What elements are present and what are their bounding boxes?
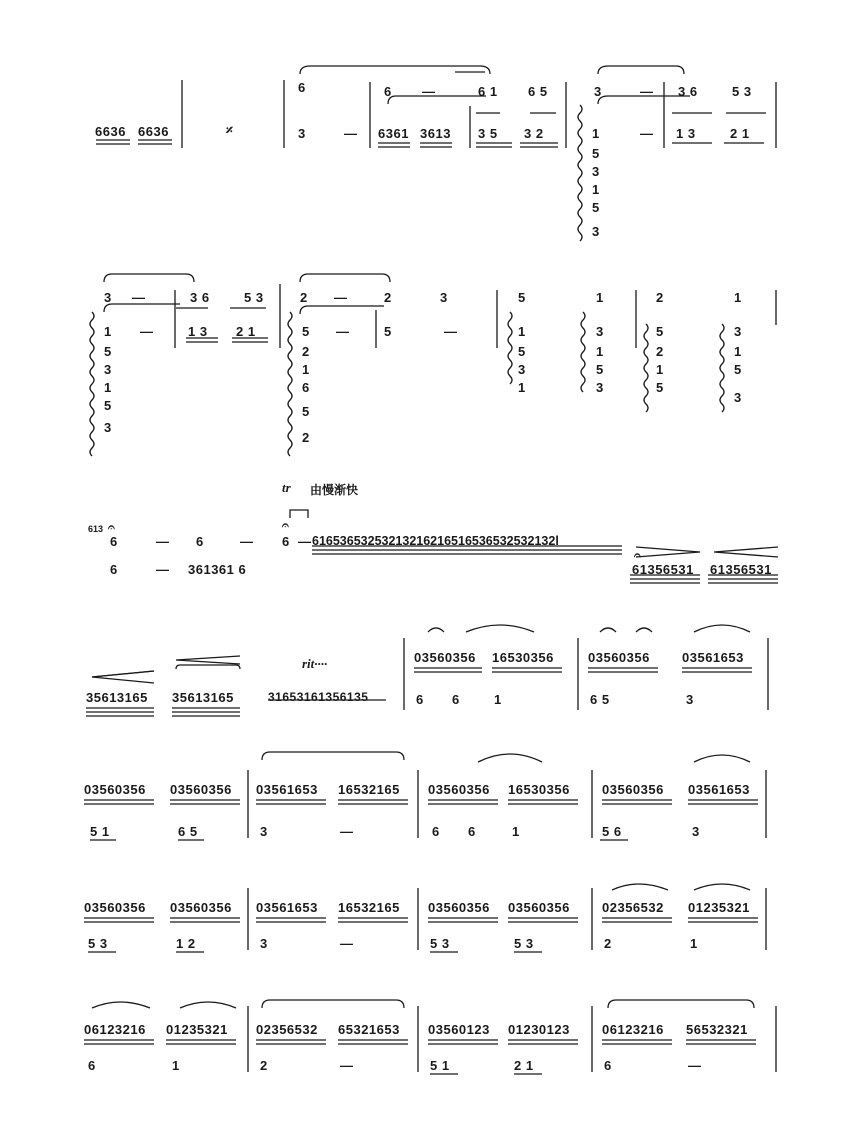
- r2-chord-c4-1: 1: [734, 344, 742, 359]
- r6-group-6: 03560356: [508, 900, 570, 915]
- r2-chord-b-4: 5: [302, 404, 310, 419]
- r2-lower-2: —: [140, 324, 154, 339]
- repeat-sign: 𝄎: [226, 122, 233, 138]
- r3-upper-5: 6: [282, 534, 290, 549]
- r7-bass-8: —: [688, 1058, 702, 1073]
- r2-lower-11: 5: [656, 324, 664, 339]
- r4-group-6: 03560356: [588, 650, 650, 665]
- r4-group-1: 35613165: [86, 690, 148, 705]
- r2-chord-c4-2: 5: [734, 362, 742, 377]
- r7-group-6: 01230123: [508, 1022, 570, 1037]
- r2-lower-5: 5: [302, 324, 310, 339]
- r1-upper-4: 6 1: [478, 84, 498, 99]
- r1-chord-5: 3: [592, 224, 600, 239]
- r1-upper-9: 5 3: [732, 84, 752, 99]
- r6-group-4: 16532165: [338, 900, 400, 915]
- r6-group-2: 03560356: [170, 900, 232, 915]
- r6-group-8: 01235321: [688, 900, 750, 915]
- r6-group-5: 03560356: [428, 900, 490, 915]
- r3-upper-3: 6: [196, 534, 204, 549]
- r2-upper-3: 3 6: [190, 290, 210, 305]
- r4-group-4: 03560356: [414, 650, 476, 665]
- r7-group-2: 01235321: [166, 1022, 228, 1037]
- r2-upper-6: —: [334, 290, 348, 305]
- r1-upper-8: 3 6: [678, 84, 698, 99]
- r2-chord-b-2: 1: [302, 362, 310, 377]
- r2-lower-6: —: [336, 324, 350, 339]
- r2-chord-c2-3: 3: [596, 380, 604, 395]
- r5-group-3: 03561653: [256, 782, 318, 797]
- r2-chord-c4-3: 3: [734, 390, 742, 405]
- r5-group-7: 03560356: [602, 782, 664, 797]
- r1-upper-3: —: [422, 84, 436, 99]
- r2-chord-c2-1: 1: [596, 344, 604, 359]
- r2-chord-b-3: 6: [302, 380, 310, 395]
- r1-lower-10: 2 1: [730, 126, 750, 141]
- r4-group-3: 31653161356135: [268, 690, 369, 704]
- r1-lower-8: —: [640, 126, 654, 141]
- r3-upper-1: 6: [110, 534, 118, 549]
- r5-group-2: 03560356: [170, 782, 232, 797]
- r5-group-6: 16530356: [508, 782, 570, 797]
- r4-group-7: 03561653: [682, 650, 744, 665]
- r1-lower-6: 3 2: [524, 126, 544, 141]
- fast-run: 61653653253213216216516536532532132l: [312, 534, 559, 548]
- r5-bass-1: 5 1: [90, 824, 110, 839]
- rit-marking: rit····: [302, 656, 328, 671]
- r6-bass-3: 3: [260, 936, 268, 951]
- r1-lower-7: 1: [592, 126, 600, 141]
- r2-upper-2: —: [132, 290, 146, 305]
- r3-lower-a: 6: [110, 562, 118, 577]
- r1-chord-2: 3: [592, 164, 600, 179]
- r6-group-3: 03561653: [256, 900, 318, 915]
- r5-bass-8: 5 6: [602, 824, 622, 839]
- r7-bass-1: 6: [88, 1058, 96, 1073]
- r2-chord-b-1: 2: [302, 344, 310, 359]
- r2-lower-4: 2 1: [236, 324, 256, 339]
- r4-bass-2: 6: [452, 692, 460, 707]
- r2-chord-c3-1: 2: [656, 344, 664, 359]
- r5-bass-6: 6: [468, 824, 476, 839]
- r6-bass-1: 5 3: [88, 936, 108, 951]
- r2-lower-10: 3: [596, 324, 604, 339]
- tempo-marking: 由慢渐快: [310, 483, 359, 497]
- r2-upper-4: 5 3: [244, 290, 264, 305]
- r2-chord-b-5: 2: [302, 430, 310, 445]
- r1-chord-4: 5: [592, 200, 600, 215]
- r2-lower-12: 3: [734, 324, 742, 339]
- r4-bass-1: 6: [416, 692, 424, 707]
- r6-bass-7: 2: [604, 936, 612, 951]
- r7-bass-6: 2 1: [514, 1058, 534, 1073]
- r2-lower-9: 1: [518, 324, 526, 339]
- r1-lower-2: —: [344, 126, 358, 141]
- r6-bass-5: 5 3: [430, 936, 450, 951]
- r7-bass-5: 5 1: [430, 1058, 450, 1073]
- r7-group-8: 56532321: [686, 1022, 748, 1037]
- r1-lower-1: 3: [298, 126, 306, 141]
- r2-chord-c3-3: 5: [656, 380, 664, 395]
- r3-upper-4: —: [240, 534, 254, 549]
- r2-upper-10: 1: [596, 290, 604, 305]
- r3-lower-dash: —: [156, 562, 170, 577]
- r2-upper-12: 1: [734, 290, 742, 305]
- r3-end-b: 61356531: [710, 562, 772, 577]
- r4-bass-3: 1: [494, 692, 502, 707]
- r1-lower-5: 3 5: [478, 126, 498, 141]
- r2-lower-7: 5: [384, 324, 392, 339]
- r5-bass-7: 1: [512, 824, 520, 839]
- r5-bass-9: 3: [692, 824, 700, 839]
- notes-6636-a: 6636: [95, 124, 126, 139]
- r7-group-7: 06123216: [602, 1022, 664, 1037]
- r2-chord-c2-2: 5: [596, 362, 604, 377]
- r1-upper-6: 3: [594, 84, 602, 99]
- r5-bass-3: 3: [260, 824, 268, 839]
- r2-chord-a-1: 5: [104, 344, 112, 359]
- r3-end-a: 61356531: [632, 562, 694, 577]
- r2-chord-c1-2: 3: [518, 362, 526, 377]
- r2-lower-3: 1 3: [188, 324, 208, 339]
- r5-group-1: 03560356: [84, 782, 146, 797]
- r7-group-4: 65321653: [338, 1022, 400, 1037]
- r6-bass-4: —: [340, 936, 354, 951]
- r6-bass-2: 1 2: [176, 936, 196, 951]
- r2-upper-7: 2: [384, 290, 392, 305]
- r4-bass-4: 6 5: [590, 692, 610, 707]
- r7-bass-3: 2: [260, 1058, 268, 1073]
- r1-upper-7: —: [640, 84, 654, 99]
- grace-notes: 613: [88, 524, 104, 534]
- r6-group-1: 03560356: [84, 900, 146, 915]
- r6-bass-6: 5 3: [514, 936, 534, 951]
- r2-lower-8: —: [444, 324, 458, 339]
- r5-group-8: 03561653: [688, 782, 750, 797]
- r7-bass-2: 1: [172, 1058, 180, 1073]
- r4-bass-5: 3: [686, 692, 694, 707]
- notes-6636-b: 6636: [138, 124, 169, 139]
- r2-upper-9: 5: [518, 290, 526, 305]
- r5-bass-5: 6: [432, 824, 440, 839]
- r1-lower-9: 1 3: [676, 126, 696, 141]
- r2-chord-a-2: 3: [104, 362, 112, 377]
- r7-group-5: 03560123: [428, 1022, 490, 1037]
- r4-group-5: 16530356: [492, 650, 554, 665]
- r2-upper-11: 2: [656, 290, 664, 305]
- fermata-icon-3: 𝄐: [634, 548, 641, 562]
- r3-upper-2: —: [156, 534, 170, 549]
- r2-chord-a-4: 5: [104, 398, 112, 413]
- r3-lower-b: 361361 6: [188, 562, 247, 577]
- r1-upper-1: 6: [298, 80, 306, 95]
- r1-upper-2: 6: [384, 84, 392, 99]
- r1-lower-3: 6361: [378, 126, 409, 141]
- r2-chord-a-3: 1: [104, 380, 112, 395]
- r2-chord-c1-1: 5: [518, 344, 526, 359]
- r4-group-2: 35613165: [172, 690, 234, 705]
- r2-upper-8: 3: [440, 290, 448, 305]
- r1-chord-3: 1: [592, 182, 600, 197]
- r5-bass-2: 6 5: [178, 824, 198, 839]
- trill-mark: tr: [282, 480, 291, 495]
- r2-chord-c1-3: 1: [518, 380, 526, 395]
- r1-upper-5: 6 5: [528, 84, 548, 99]
- r2-lower-1: 1: [104, 324, 112, 339]
- r5-group-5: 03560356: [428, 782, 490, 797]
- r6-bass-8: 1: [690, 936, 698, 951]
- r1-lower-4: 3613: [420, 126, 451, 141]
- r1-chord-1: 5: [592, 146, 600, 161]
- fermata-icon: 𝄐: [108, 520, 115, 534]
- r2-upper-5: 2: [300, 290, 308, 305]
- r7-bass-7: 6: [604, 1058, 612, 1073]
- r2-chord-c3-2: 1: [656, 362, 664, 377]
- r5-bass-4: —: [340, 824, 354, 839]
- r7-bass-4: —: [340, 1058, 354, 1073]
- r3-upper-6: —: [298, 534, 312, 549]
- r2-upper-1: 3: [104, 290, 112, 305]
- r7-group-1: 06123216: [84, 1022, 146, 1037]
- r2-chord-a-5: 3: [104, 420, 112, 435]
- fermata-icon-2: 𝄐: [282, 518, 289, 532]
- r6-group-7: 02356532: [602, 900, 664, 915]
- r5-group-4: 16532165: [338, 782, 400, 797]
- r7-group-3: 02356532: [256, 1022, 318, 1037]
